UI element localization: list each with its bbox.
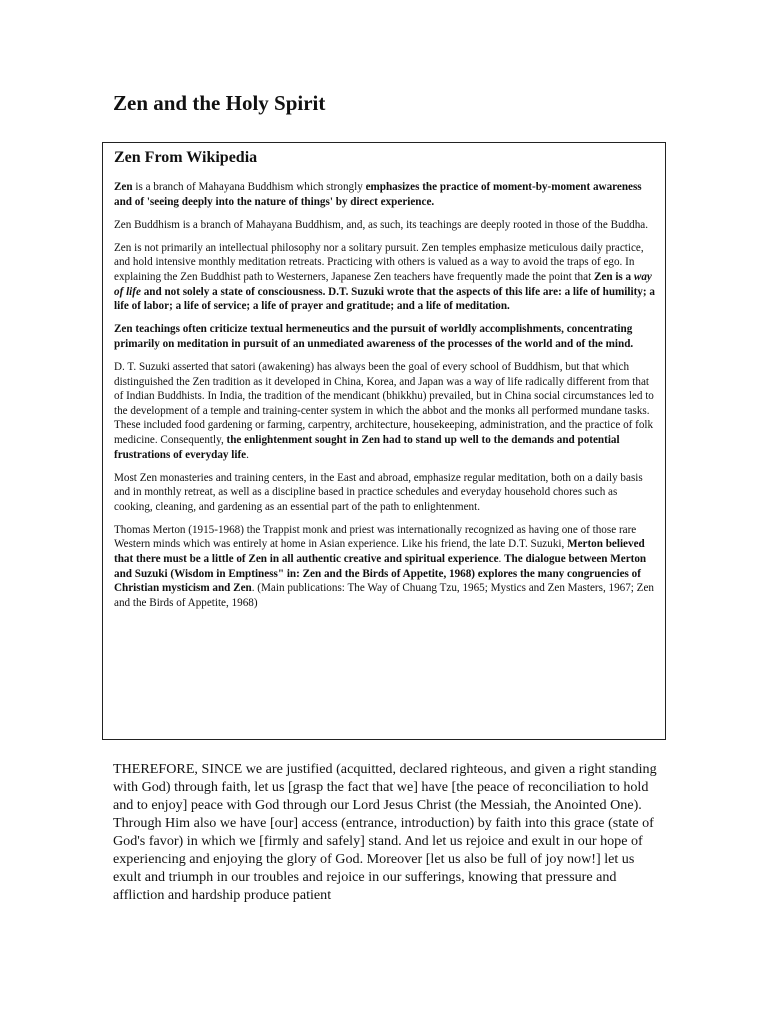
- text-run: the enlightenment sought in Zen had to stand up well to the demands and potential frustrations of everyday life: [114, 433, 620, 461]
- text-run: and not solely a state of consciousness. D.T. Suzuki wrote that the aspects of this life are: a life of humility; a life of labor; a life of service; a life of prayer and gratitude; and a life of meditation.: [114, 285, 655, 313]
- body-paragraph: THEREFORE, SINCE we are justified (acquitted, declared righteous, and given a right standing with God) through faith, let us [grasp the fact that we] have [the peace of reconciliation to hold and to enjoy] peace with God through our Lord Jesus Christ (the Messiah, the Anointed One). Through Him also we have [our] access (entrance, introduction) by faith into this grace (state of God's favor) in which we [firmly and safely] stand. And let us rejoice and exult in our hope of experiencing and enjoying the glory of God. Moreover [let us also be full of joy now!] let us exult and triumph in our troubles and rejoice in our sufferings, knowing that pressure and affliction and hardship produce patient: [113, 761, 657, 903]
- wikipedia-excerpt-box: [102, 142, 666, 740]
- text-run: .: [498, 553, 505, 566]
- excerpt-paragraph: [114, 523, 655, 611]
- excerpt-paragraph: [114, 471, 655, 515]
- text-run: way of life: [114, 270, 652, 298]
- text-run: Zen: [114, 181, 133, 193]
- text-run: is a branch of Mahayana Buddhism which strongly: [132, 181, 366, 193]
- page-title: Zen and the Holy Spirit: [113, 91, 326, 115]
- text-run: D. T. Suzuki asserted that satori (awakening) has always been the goal of every school of Buddhism, but that which distinguished the Zen tradition as it developed in China, Korea, and Japan was a way of life radically different from that of Indian Buddhists. In India, the tradition of the mendicant (bhikkhu) prevailed, but in China social circumstances led to the development of a temple and training-center system in which the abbot and the monks all performed mundane tasks. These included food gardening or farming, carpentry, architecture, housekeeping, administration, and the practice of folk medicine. Consequently,: [114, 360, 654, 446]
- excerpt-paragraph: [114, 180, 655, 209]
- excerpt-paragraph: [114, 322, 655, 351]
- text-run: Most Zen monasteries and training centers, in the East and abroad, emphasize regular meditation, both on a daily basis and in monthly retreat, as well as a discipline based in practice schedules and everyday household chores such as cooking, cleaning, and gardening as an essential part of the path to enlightenment.: [114, 471, 643, 513]
- box-title: Zen From Wikipedia: [114, 149, 258, 166]
- text-run: Zen is not primarily an intellectual philosophy nor a solitary pursuit. Zen temples emphasize meticulous daily practice, and hold intensive monthly meditation retreats. Practicing with others is valued as a way to avoid the traps of ego. In explaining the Zen Buddhist path to Westerners, Japanese Zen teachers have frequently made the point that: [114, 241, 644, 283]
- text-run: Zen Buddhism is a branch of Mahayana Buddhism, and, as such, its teachings are deeply rooted in those of the Buddha.: [114, 218, 649, 231]
- excerpt-paragraph: [114, 241, 655, 314]
- text-run: The dialogue between Merton and Suzuki (Wisdom in Emptiness" in: Zen and the Birds of Appetite, 1968) explores the many congruencies of Christian mysticism and Zen: [114, 553, 647, 595]
- excerpt-paragraph: [114, 218, 655, 233]
- excerpt-paragraphs: [114, 180, 655, 610]
- text-run: Zen is a: [593, 270, 634, 283]
- text-run: Merton believed that there must be a little of Zen in all authentic creative and spiritual experience: [114, 538, 645, 566]
- text-run: . (Main publications: The Way of Chuang Tzu, 1965; Mystics and Zen Masters, 1967; Zen and the Birds of Appetite, 1968): [114, 582, 655, 609]
- text-run: emphasizes the practice of moment-by-moment awareness and of 'seeing deeply into the nature of things' by direct experience.: [114, 181, 642, 208]
- excerpt-paragraph: [114, 360, 655, 462]
- text-run: Zen teachings often criticize textual hermeneutics and the pursuit of worldly accomplishments, concentrating primarily on meditation in pursuit of an unmediated awareness of the processes of the world and of the mind.: [114, 323, 634, 350]
- text-run: Thomas Merton (1915-1968) the Trappist monk and priest was internationally recognized as having one of those rare Western minds which was entirely at home in Asian experience. Like his friend, the late D.T. Suzuki,: [114, 523, 637, 551]
- text-run: .: [246, 448, 249, 461]
